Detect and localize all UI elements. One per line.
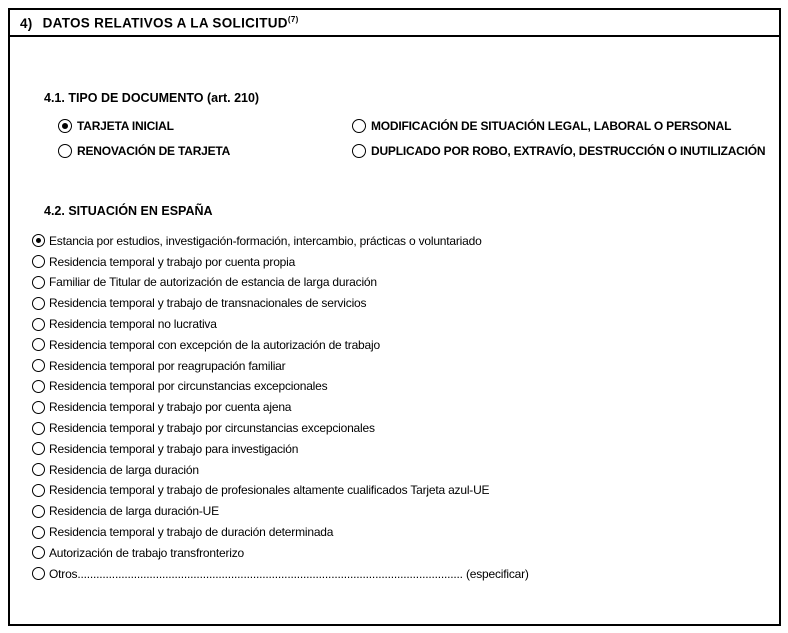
radio-icon[interactable] [32,318,45,331]
radio-icon[interactable] [58,144,72,158]
radio-icon[interactable] [32,484,45,497]
radio-icon[interactable] [32,546,45,559]
radio-option-modificacion-situacion[interactable] [352,119,779,133]
radio-icon[interactable] [32,463,45,476]
radio-option-duracion-determinada[interactable] [32,522,779,543]
section-title: DATOS RELATIVOS A LA SOLICITUD [42,15,288,31]
radio-option-trabajo-cuenta-propia[interactable] [32,251,779,272]
radio-icon[interactable] [32,255,45,268]
radio-label: Residencia de larga duración [49,462,199,477]
radio-icon[interactable] [352,119,366,133]
footnote-ref: (7) [287,15,299,24]
radio-icon[interactable] [32,442,45,455]
radio-icon[interactable] [58,119,72,133]
radio-option-reagrupacion-familiar[interactable] [32,355,779,376]
radio-option-duplicado-robo[interactable] [352,144,779,158]
radio-icon[interactable] [32,526,45,539]
radio-label: Estancia por estudios, investigación-formación, intercambio, prácticas o voluntariado [49,233,482,248]
radio-option-tarjeta-inicial[interactable] [58,119,348,133]
radio-icon[interactable] [32,422,45,435]
radio-option-trabajo-circunstancias-excepcionales[interactable] [32,418,779,439]
radio-label: Residencia temporal y trabajo por circunstancias excepcionales [49,421,375,436]
radio-option-circunstancias-excepcionales[interactable] [32,376,779,397]
radio-icon[interactable] [32,276,45,289]
radio-label: Residencia temporal y trabajo de transnacionales de servicios [49,296,367,311]
radio-label: Residencia temporal y trabajo por cuenta propia [49,254,296,269]
radio-label: Residencia temporal no lucrativa [49,317,217,332]
radio-label: TARJETA INICIAL [77,118,174,133]
subsection-42-title: 4.2. SITUACIÓN EN ESPAÑA [44,203,213,218]
radio-label: Residencia temporal y trabajo de duración determinada [49,525,334,540]
situacion-espana-options [32,231,779,585]
radio-label: Residencia temporal por reagrupación familiar [49,358,286,373]
radio-label: Autorización de trabajo transfronterizo [49,545,244,560]
radio-label: Familiar de Titular de autorización de estancia de larga duración [49,275,377,290]
radio-option-larga-duracion[interactable] [32,459,779,480]
form-section-frame [8,8,781,626]
radio-label: RENOVACIÓN DE TARJETA [77,143,231,158]
radio-option-tarjeta-azul-ue[interactable] [32,480,779,501]
radio-icon[interactable] [32,297,45,310]
radio-label: MODIFICACIÓN DE SITUACIÓN LEGAL, LABORAL O PERSONAL [371,118,732,133]
radio-icon[interactable] [32,338,45,351]
radio-option-renovacion-tarjeta[interactable] [58,144,348,158]
radio-icon[interactable] [352,144,366,158]
radio-option-trabajo-investigacion[interactable] [32,438,779,459]
radio-option-no-lucrativa[interactable] [32,314,779,335]
radio-option-transnacionales-servicios[interactable] [32,293,779,314]
radio-label: Residencia temporal y trabajo de profesionales altamente cualificados Tarjeta azul-UE [49,483,490,498]
radio-option-otros[interactable] [32,563,779,584]
document-type-options [58,119,779,158]
radio-icon[interactable] [32,567,45,580]
radio-icon[interactable] [32,359,45,372]
radio-option-estancia-estudios[interactable] [32,231,779,252]
radio-label: DUPLICADO POR ROBO, EXTRAVÍO, DESTRUCCIÓN O INUTILIZACIÓN [371,143,766,158]
radio-option-excepcion-autorizacion[interactable] [32,334,779,355]
radio-label: Otros........................................................................................................................... (especificar) [49,566,529,581]
radio-option-familiar-titular[interactable] [32,272,779,293]
subsection-41-title: 4.1. TIPO DE DOCUMENTO (art. 210) [44,90,260,105]
radio-icon[interactable] [32,505,45,518]
radio-label: Residencia temporal y trabajo para investigación [49,441,299,456]
radio-label: Residencia temporal con excepción de la autorización de trabajo [49,337,380,352]
radio-label: Residencia temporal por circunstancias excepcionales [49,379,328,394]
radio-label: Residencia temporal y trabajo por cuenta ajena [49,400,292,415]
radio-icon[interactable] [32,380,45,393]
section-header [10,10,779,37]
radio-option-trabajo-transfronterizo[interactable] [32,542,779,563]
radio-option-trabajo-cuenta-ajena[interactable] [32,397,779,418]
radio-icon[interactable] [32,234,45,247]
radio-icon[interactable] [32,401,45,414]
radio-option-larga-duracion-ue[interactable] [32,501,779,522]
section-number: 4) [20,15,33,31]
radio-label: Residencia de larga duración-UE [49,504,219,519]
